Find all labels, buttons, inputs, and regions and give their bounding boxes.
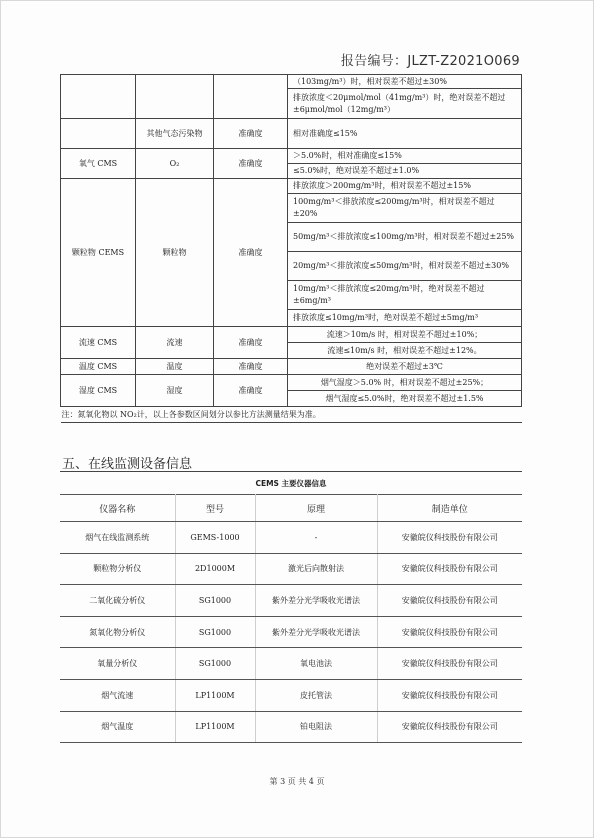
requirement-cell: ≤5.0%时，绝对误差不超过±1.0%: [288, 164, 522, 179]
instrument-model: LP1100M: [175, 711, 255, 743]
table-row: [60, 679, 522, 711]
indicator-cell: 准确度: [214, 119, 288, 149]
indicator-cell: 准确度: [214, 179, 288, 327]
instrument-principle: 紫外差分光学吸收光谱法: [255, 585, 377, 617]
table-row: [60, 522, 522, 554]
instrument-model: GEMS-1000: [175, 522, 255, 554]
requirement-cell: （103mg/m³）时，相对误差不超过±30%: [288, 75, 522, 89]
indicator-cell: 准确度: [214, 375, 288, 407]
category-cell: O₂: [136, 149, 214, 179]
instrument-manufacturer: 安徽皖仪科技股份有限公司: [377, 585, 522, 617]
equipment-table-title: CEMS 主要仪器信息: [255, 479, 327, 488]
instrument-model: LP1100M: [175, 679, 255, 711]
instrument-name: 烟气在线监测系统: [60, 522, 175, 554]
requirement-cell: 50mg/m³＜排放浓度≤100mg/m³时，相对误差不超过±25%: [288, 223, 522, 252]
label-cell: 湿度 CMS: [61, 375, 136, 407]
requirement-cell: 排放浓度≤10mg/m³时，绝对误差不超过±5mg/m³: [288, 310, 522, 327]
instrument-model: SG1000: [175, 585, 255, 617]
instrument-principle: 皮托管法: [255, 679, 377, 711]
instrument-name: 颗粒物分析仪: [60, 553, 175, 585]
requirement-cell: 烟气湿度＞5.0% 时，相对误差不超过±25%；: [288, 375, 522, 391]
instrument-principle: 紫外差分光学吸收光谱法: [255, 616, 377, 648]
instrument-name: 氮氧化物分析仪: [60, 616, 175, 648]
requirement-cell: 流速＞10m/s 时，相对误差不超过±10%；: [288, 327, 522, 343]
requirement-cell: 烟气湿度≤5.0%时，绝对误差不超过±1.5%: [288, 391, 522, 407]
accuracy-requirements-table: [60, 74, 522, 423]
category-cell: 颗粒物: [136, 179, 214, 327]
label-cell: 流速 CMS: [61, 327, 136, 359]
requirement-cell: 相对准确度≤15%: [288, 119, 522, 149]
instrument-manufacturer: 安徽皖仪科技股份有限公司: [377, 711, 522, 743]
instrument-name: 烟气流速: [60, 679, 175, 711]
requirement-cell: 10mg/m³＜排放浓度≤20mg/m³时，绝对误差不超过±6mg/m³: [288, 281, 522, 310]
page-footer: 第 3 页 共 4 页: [269, 777, 325, 786]
requirement-cell: 排放浓度＜20μmol/mol（41mg/m³）时，绝对误差不超过±6μmol/mol（12mg/m³）: [288, 89, 522, 119]
requirement-cell: 20mg/m³＜排放浓度≤50mg/m³时，相对误差不超过±30%: [288, 252, 522, 281]
category-cell: 流速: [136, 327, 214, 359]
requirement-cell: 流速≤10m/s 时，相对误差不超过±12%。: [288, 343, 522, 359]
table-row: [60, 616, 522, 648]
column-header: 型号: [175, 495, 255, 522]
instrument-name: 烟气温度: [60, 711, 175, 743]
report-number: 报告编号：JLZT-Z2021O069: [340, 54, 520, 69]
table-row: [61, 75, 522, 89]
instrument-principle: 铂电阻法: [255, 711, 377, 743]
indicator-cell: 准确度: [214, 327, 288, 359]
indicator-cell: 准确度: [214, 359, 288, 375]
instrument-model: SG1000: [175, 648, 255, 680]
table-row: [61, 327, 522, 343]
label-cell: 温度 CMS: [61, 359, 136, 375]
column-header: 仪器名称: [60, 495, 175, 522]
indicator-cell: 准确度: [214, 149, 288, 179]
table-row: [60, 648, 522, 680]
label-cell: 氧气 CMS: [61, 149, 136, 179]
requirement-cell: 绝对误差不超过±3℃: [288, 359, 522, 375]
table-row: [60, 711, 522, 743]
table-row: [61, 375, 522, 391]
instrument-manufacturer: 安徽皖仪科技股份有限公司: [377, 679, 522, 711]
instrument-model: 2D1000M: [175, 553, 255, 585]
table-row: [61, 119, 522, 149]
category-cell: 其他气态污染物: [136, 119, 214, 149]
instrument-manufacturer: 安徽皖仪科技股份有限公司: [377, 522, 522, 554]
column-header: 原理: [255, 495, 377, 522]
instrument-model: SG1000: [175, 616, 255, 648]
instrument-principle: 氧电池法: [255, 648, 377, 680]
instrument-name: 氧量分析仪: [60, 648, 175, 680]
table-row: [61, 359, 522, 375]
table-row: [60, 553, 522, 585]
instrument-manufacturer: 安徽皖仪科技股份有限公司: [377, 616, 522, 648]
table-note: 注：氮氧化物以 NO₂计，以上各参数区间划分以参比方法测量结果为准。: [61, 407, 522, 423]
table-note-row: [61, 407, 522, 423]
requirement-cell: ＞5.0%时，相对准确度≤15%: [288, 149, 522, 164]
table-row: [61, 179, 522, 194]
instrument-principle: -: [255, 522, 377, 554]
requirement-cell: 排放浓度＞200mg/m³时，相对误差不超过±15%: [288, 179, 522, 194]
category-cell: 温度: [136, 359, 214, 375]
table-header-row: [60, 495, 522, 522]
table-row: [61, 149, 522, 164]
category-cell: 湿度: [136, 375, 214, 407]
instrument-manufacturer: 安徽皖仪科技股份有限公司: [377, 553, 522, 585]
table-row: [60, 585, 522, 617]
requirement-cell: 100mg/m³＜排放浓度≤200mg/m³时，相对误差不超过±20%: [288, 194, 522, 223]
equipment-table: [60, 494, 522, 743]
section-title: 五、在线监测设备信息: [62, 457, 193, 472]
instrument-principle: 激光后向散射法: [255, 553, 377, 585]
column-header: 制造单位: [377, 495, 522, 522]
section-rule: [60, 471, 522, 472]
instrument-name: 二氧化硫分析仪: [60, 585, 175, 617]
instrument-manufacturer: 安徽皖仪科技股份有限公司: [377, 648, 522, 680]
label-cell: 颗粒物 CEMS: [61, 179, 136, 327]
